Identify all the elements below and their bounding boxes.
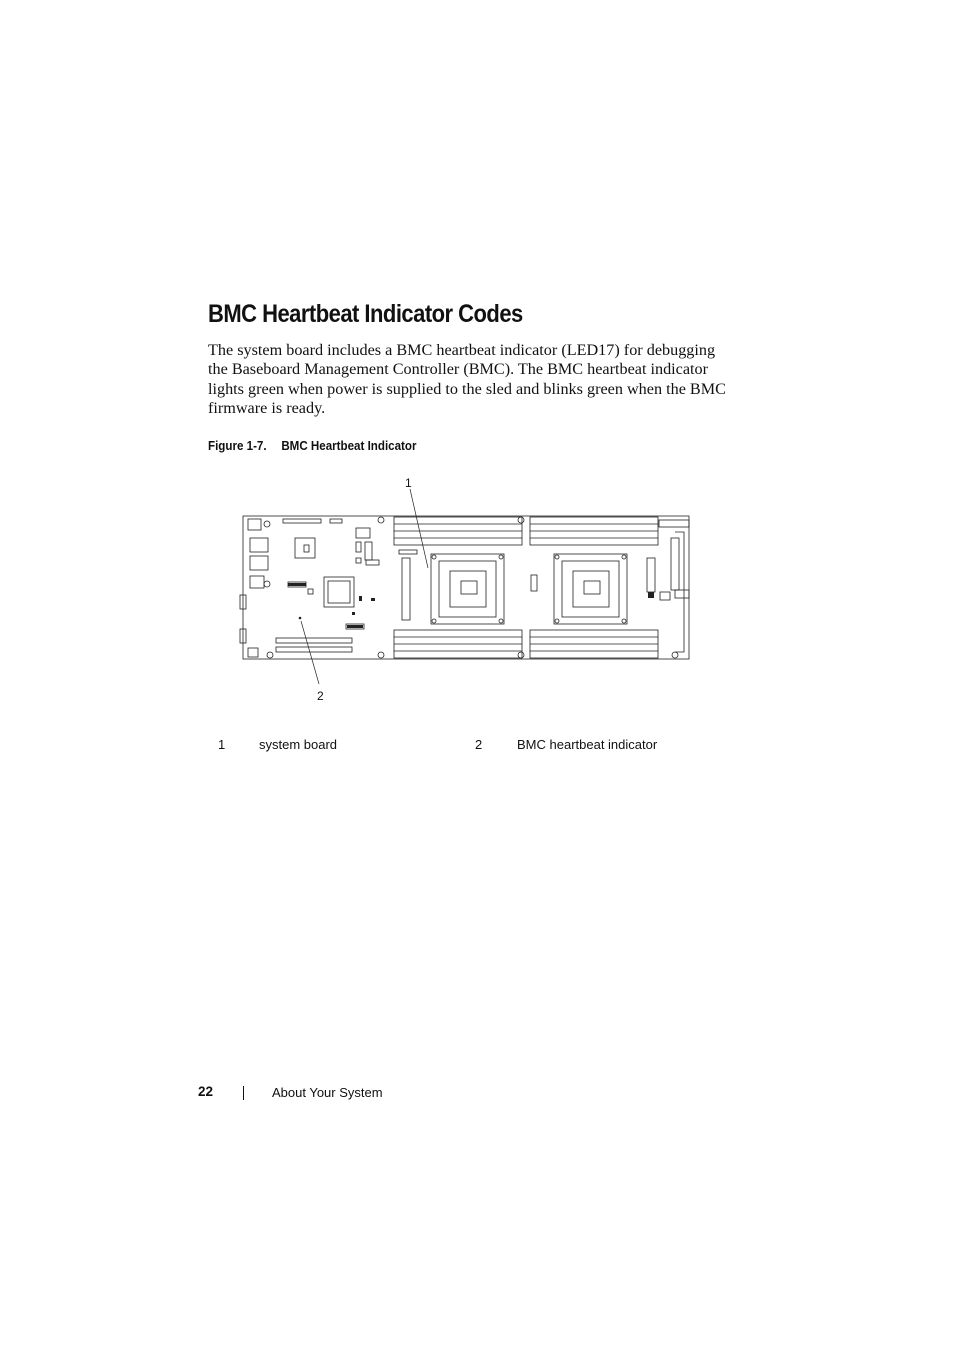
footer-divider	[243, 1086, 244, 1100]
bmc-chip	[324, 577, 354, 607]
legend-label-1: system board	[259, 737, 338, 752]
body-paragraph: The system board includes a BMC heartbeat indicator (LED17) for debugging the Baseboard Management Controller (BMC). The BMC heartbeat indicator lights green when power is supplied to the sled and blinks green when the BMC firmware is ready.	[208, 341, 726, 417]
legend-label-2: BMC heartbeat indicator	[517, 737, 658, 752]
footer-section-name: About Your System	[272, 1085, 383, 1100]
board-outline	[243, 516, 689, 659]
callout-2: 2	[317, 689, 324, 703]
legend-number-2: 2	[475, 737, 483, 752]
section-heading: BMC Heartbeat Indicator Codes	[208, 300, 523, 328]
cpu-socket-2	[554, 554, 627, 624]
figure-number: Figure 1-7.	[208, 439, 267, 453]
cpu-socket-1	[431, 554, 504, 624]
system-board-diagram	[238, 472, 698, 704]
figure-title: BMC Heartbeat Indicator	[281, 439, 417, 453]
callout-1: 1	[405, 476, 412, 490]
figure-caption	[208, 439, 417, 453]
bmc-heartbeat-led	[299, 617, 302, 620]
legend-number-1: 1	[218, 737, 226, 752]
page-number: 22	[198, 1084, 214, 1099]
